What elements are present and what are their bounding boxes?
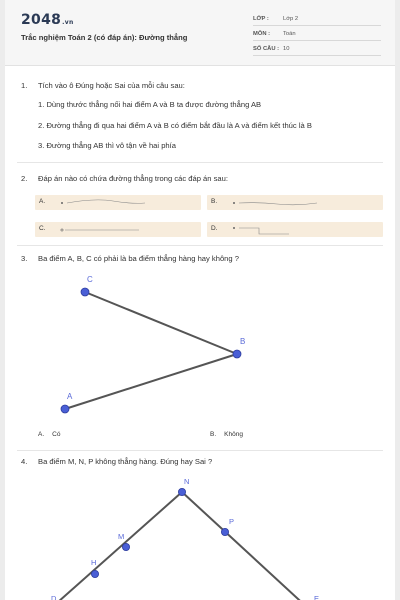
- meta-class-value: Lớp 2: [283, 16, 299, 22]
- option-label: D.: [211, 225, 218, 232]
- label-a: A: [67, 392, 73, 401]
- meta-class-key: LỚP :: [253, 16, 269, 22]
- segment-cb: [85, 292, 237, 354]
- q1-statement-1: 1. Dùng thước thẳng nối hai điểm A và B ta được đường thẳng AB: [38, 100, 262, 109]
- question-text: Đáp án nào có chứa đường thẳng trong các đáp án sau:: [38, 174, 228, 183]
- q1-statement-2: 2. Đường thẳng đi qua hai điểm A và B có điểm bắt đầu là A và điểm kết thúc là B: [38, 121, 312, 130]
- q3-geometry-figure: [5, 265, 395, 425]
- divider: [17, 245, 383, 246]
- meta-count-row: [253, 44, 381, 56]
- quiz-header: [5, 0, 395, 66]
- point-a: [61, 405, 69, 413]
- meta-subject-value: Toán: [283, 31, 296, 37]
- broken-line-figure-icon: [227, 223, 317, 236]
- label-p: P: [229, 517, 235, 526]
- meta-count-value: 10: [283, 46, 290, 52]
- question-text: Ba điểm A, B, C có phải là ba điểm thẳng hàng hay không ?: [38, 254, 239, 263]
- point-p: [221, 528, 228, 535]
- q2-option-d[interactable]: [207, 222, 383, 237]
- q4-geometry-figure: [5, 470, 395, 600]
- label-d: D: [51, 594, 57, 600]
- meta-subject-key: MÔN :: [253, 31, 271, 37]
- logo-suffix: .vn: [62, 19, 74, 26]
- point-m: [122, 543, 129, 550]
- label-h: H: [91, 558, 97, 567]
- label-n: N: [184, 477, 190, 486]
- option-label: B.: [210, 431, 217, 438]
- option-label: A.: [38, 431, 45, 438]
- question-text: Ba điểm M, N, P không thẳng hàng. Đúng hay Sai ?: [38, 457, 213, 466]
- segment-ne: [182, 492, 310, 600]
- test-title: Trắc nghiệm Toán 2 (có đáp án): Đường thẳng: [21, 33, 188, 42]
- label-m: M: [118, 532, 125, 541]
- logo-text: 2048: [21, 12, 62, 28]
- q3-option-b[interactable]: [210, 431, 243, 438]
- option-text: Không: [224, 431, 243, 438]
- segment-figure-icon: [55, 196, 145, 208]
- point-n: [178, 488, 185, 495]
- quiz-sheet: [5, 0, 395, 600]
- option-text: Có: [52, 431, 61, 438]
- question-number: 2.: [21, 174, 28, 183]
- label-e: E: [314, 594, 320, 600]
- q1-statement-3: 3. Đường thẳng AB thì vô tận về hai phía: [38, 141, 176, 150]
- meta-class-row: [253, 14, 381, 26]
- label-c: C: [87, 275, 93, 284]
- divider: [17, 450, 383, 451]
- option-label: C.: [39, 225, 46, 232]
- question-number: 1.: [21, 81, 28, 90]
- segment-ba: [65, 354, 237, 409]
- meta-count-key: SỐ CÂU :: [253, 46, 280, 52]
- point-c: [81, 288, 89, 296]
- line-figure-icon: [55, 223, 145, 235]
- divider: [17, 162, 383, 163]
- segment-nd: [49, 492, 182, 600]
- option-label: A.: [39, 198, 46, 205]
- meta-subject-row: [253, 29, 381, 41]
- q2-option-a[interactable]: [35, 195, 201, 210]
- q3-option-a[interactable]: [38, 431, 60, 438]
- point-b: [233, 350, 241, 358]
- site-logo[interactable]: [21, 12, 74, 28]
- label-b: B: [240, 337, 246, 346]
- point-h: [91, 570, 98, 577]
- q2-option-b[interactable]: [207, 195, 383, 210]
- curve-figure-icon: [227, 196, 317, 208]
- question-number: 3.: [21, 254, 28, 263]
- question-number: 4.: [21, 457, 28, 466]
- q2-option-c[interactable]: [35, 222, 201, 237]
- option-label: B.: [211, 198, 218, 205]
- question-text: Tích vào ô Đúng hoặc Sai của mỗi câu sau:: [38, 81, 185, 90]
